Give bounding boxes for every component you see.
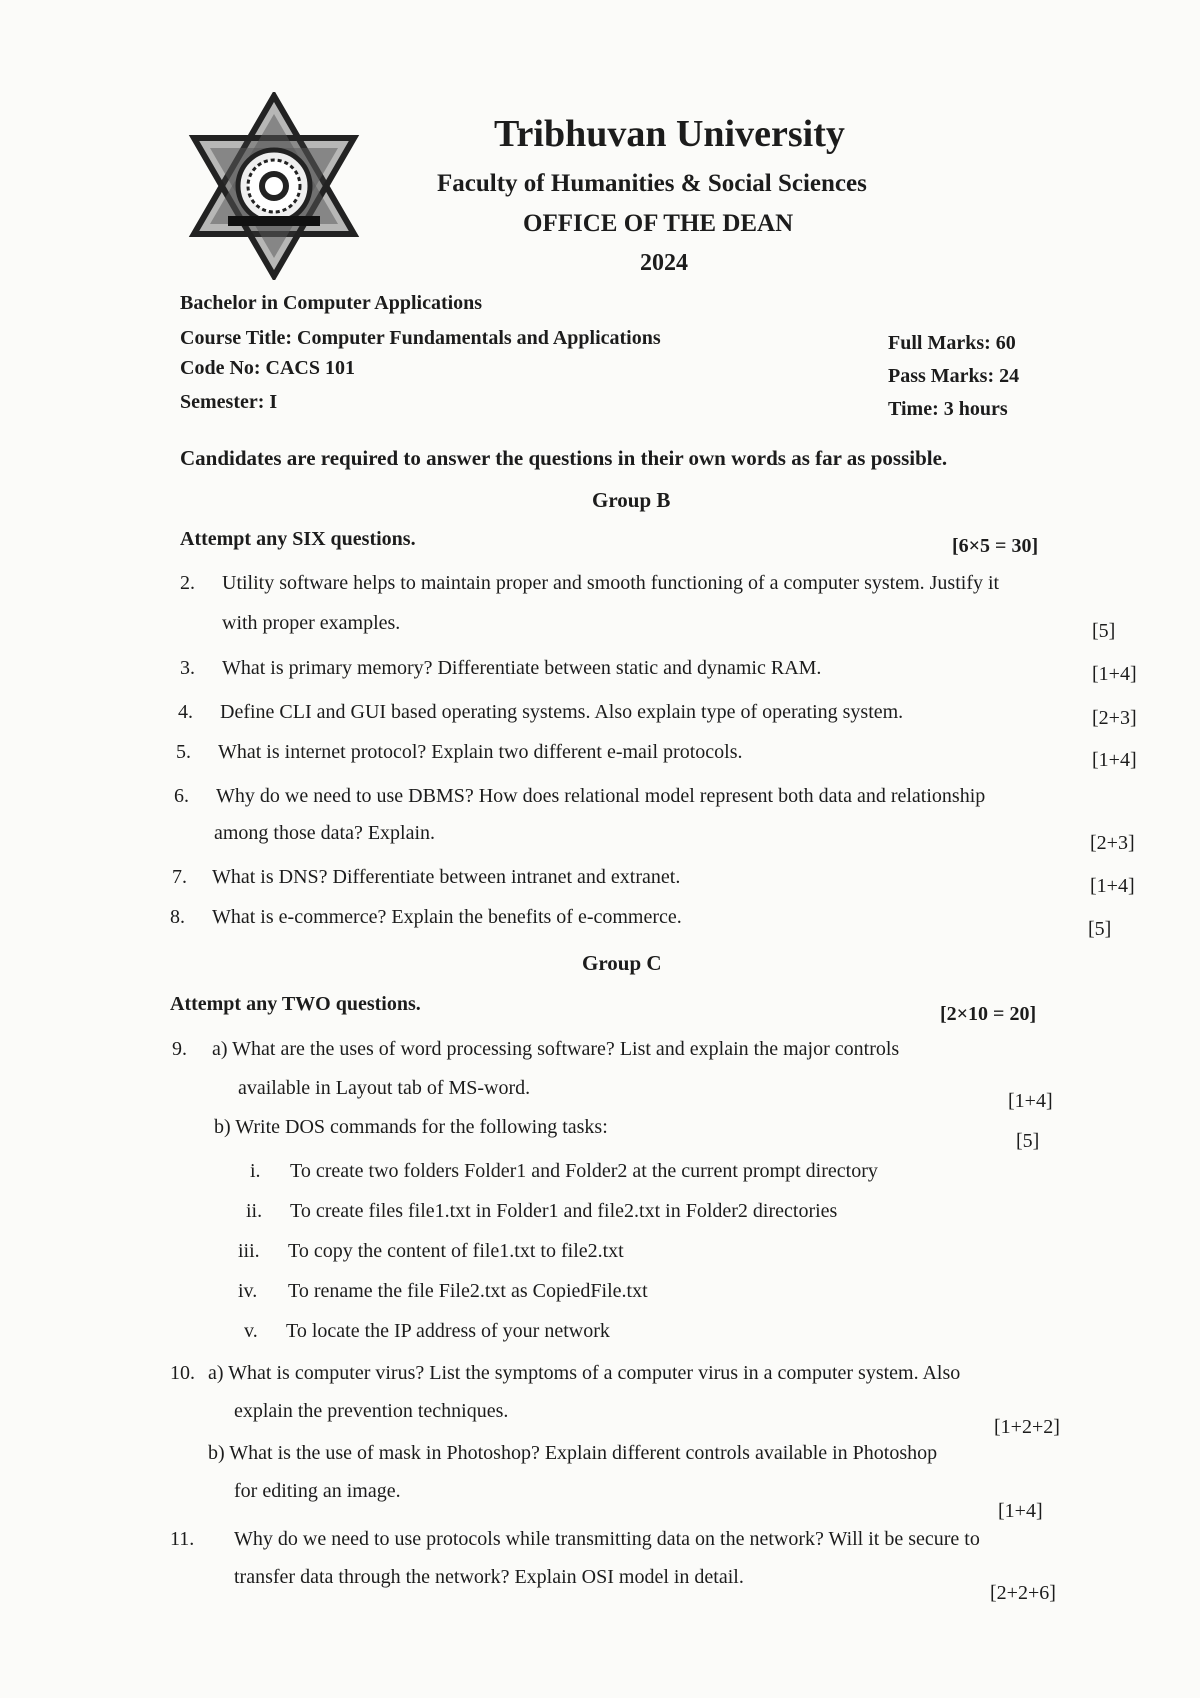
question-text: for editing an image.	[234, 1480, 401, 1502]
group-b-attempt: Attempt any SIX questions.	[180, 528, 416, 550]
group-b-marks: [6×5 = 30]	[952, 535, 1039, 557]
question-number: 9.	[172, 1038, 187, 1060]
semester: Semester: I	[180, 391, 278, 413]
question-text: What is DNS? Differentiate between intranet and extranet.	[212, 866, 681, 888]
question-text: b) What is the use of mask in Photoshop? Explain different controls available in Photoshop	[208, 1442, 938, 1464]
question-text: Why do we need to use protocols while transmitting data on the network? Will it be secure to	[234, 1528, 980, 1550]
question-marks: [1+4]	[1090, 875, 1135, 897]
task-number: iv.	[238, 1280, 258, 1302]
question-marks: [2+2+6]	[990, 1582, 1056, 1604]
faculty-name: Faculty of Humanities & Social Sciences	[437, 170, 867, 197]
course-title: Course Title: Computer Fundamentals and Applications	[180, 327, 661, 349]
office-title: OFFICE OF THE DEAN	[523, 210, 794, 237]
task-text: To copy the content of file1.txt to file2.txt	[288, 1240, 624, 1262]
question-text: What is e-commerce? Explain the benefits of e-commerce.	[212, 906, 682, 928]
group-b-heading: Group B	[592, 488, 671, 512]
question-number: 11.	[170, 1528, 195, 1550]
group-c-marks: [2×10 = 20]	[940, 1003, 1037, 1025]
question-text: among those data? Explain.	[214, 822, 436, 844]
question-text: Utility software helps to maintain proper and smooth functioning of a computer system. Justify it	[222, 572, 1000, 594]
group-c-heading: Group C	[582, 951, 662, 975]
question-marks: [1+4]	[1092, 749, 1137, 771]
question-marks: [1+4]	[1008, 1090, 1053, 1112]
question-number: 7.	[172, 866, 187, 888]
university-name: Tribhuvan University	[494, 113, 845, 155]
question-text: What is internet protocol? Explain two different e-mail protocols.	[218, 741, 743, 763]
university-logo	[188, 92, 360, 280]
question-text: explain the prevention techniques.	[234, 1400, 509, 1422]
question-text: What is primary memory? Differentiate between static and dynamic RAM.	[222, 657, 822, 679]
question-marks: [1+2+2]	[994, 1416, 1060, 1438]
question-number: 4.	[178, 701, 193, 723]
task-text: To rename the file File2.txt as CopiedFile.txt	[288, 1280, 648, 1302]
question-number: 8.	[170, 906, 185, 928]
full-marks: Full Marks: 60	[888, 332, 1016, 354]
pass-marks: Pass Marks: 24	[888, 365, 1020, 387]
question-marks: [5]	[1088, 918, 1112, 940]
question-text: with proper examples.	[222, 612, 401, 634]
question-number: 3.	[180, 657, 195, 679]
question-number: 2.	[180, 572, 195, 594]
task-text: To create two folders Folder1 and Folder2 at the current prompt directory	[290, 1160, 878, 1182]
question-marks: [2+3]	[1092, 707, 1137, 729]
task-number: v.	[244, 1320, 258, 1342]
task-number: i.	[250, 1160, 261, 1182]
exam-year: 2024	[640, 250, 688, 276]
question-text: Why do we need to use DBMS? How does relational model represent both data and relationship	[216, 785, 986, 807]
instruction: Candidates are required to answer the questions in their own words as far as possible.	[180, 446, 948, 470]
task-number: iii.	[238, 1240, 260, 1262]
course-code: Code No: CACS 101	[180, 357, 355, 379]
question-number: 6.	[174, 785, 189, 807]
question-marks: [2+3]	[1090, 832, 1135, 854]
program-name: Bachelor in Computer Applications	[180, 292, 483, 314]
task-number: ii.	[246, 1200, 263, 1222]
group-c-attempt: Attempt any TWO questions.	[170, 993, 421, 1015]
question-marks: [1+4]	[998, 1500, 1043, 1522]
question-text: b) Write DOS commands for the following tasks:	[214, 1116, 608, 1138]
question-text: a) What are the uses of word processing software? List and explain the major controls	[212, 1038, 900, 1060]
question-marks: [5]	[1016, 1130, 1040, 1152]
task-text: To locate the IP address of your network	[286, 1320, 610, 1342]
question-number: 5.	[176, 741, 191, 763]
task-text: To create files file1.txt in Folder1 and file2.txt in Folder2 directories	[290, 1200, 838, 1222]
question-number: 10.	[170, 1362, 195, 1384]
exam-time: Time: 3 hours	[888, 398, 1008, 420]
question-marks: [1+4]	[1092, 663, 1137, 685]
question-text: a) What is computer virus? List the symptoms of a computer virus in a computer system. Also	[208, 1362, 961, 1384]
question-text: transfer data through the network? Explain OSI model in detail.	[234, 1566, 744, 1588]
question-text: Define CLI and GUI based operating systems. Also explain type of operating system.	[220, 701, 904, 723]
question-text: available in Layout tab of MS-word.	[238, 1077, 531, 1099]
question-marks: [5]	[1092, 620, 1116, 642]
